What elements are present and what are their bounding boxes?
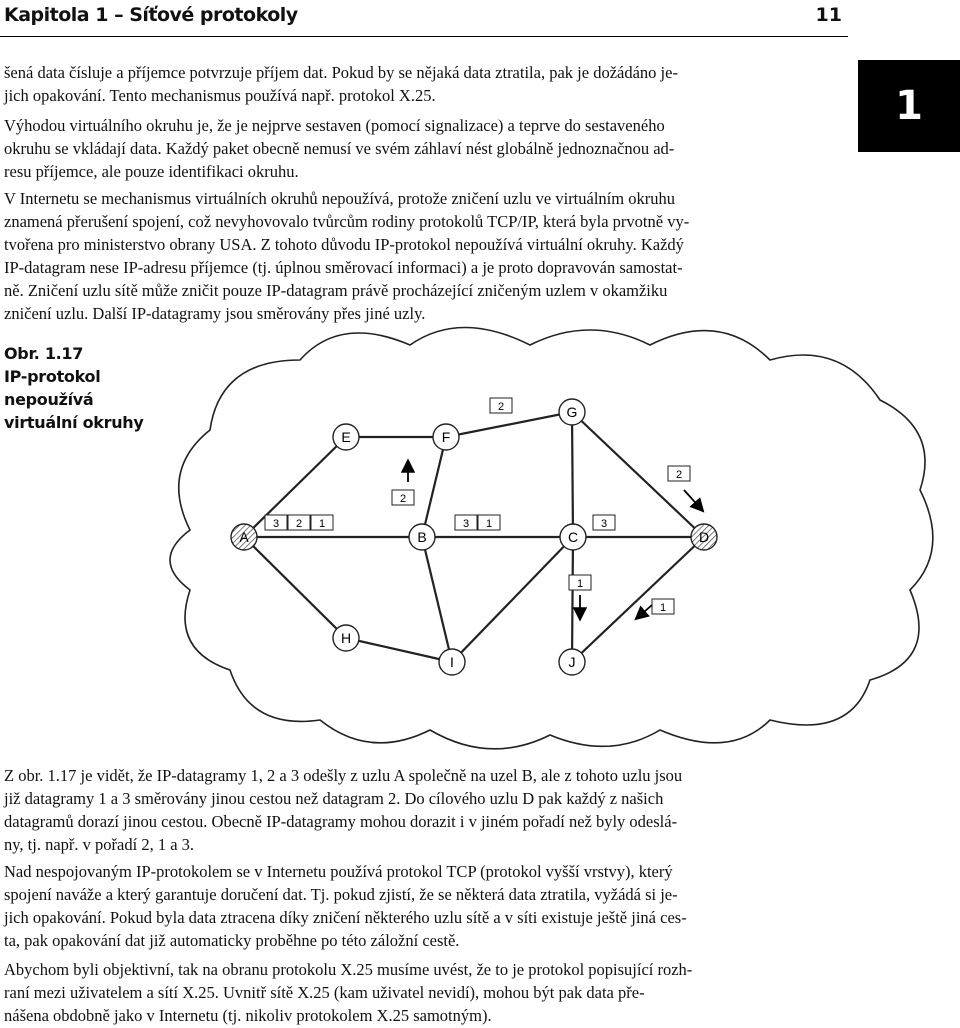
chapter-title: Kapitola 1 – Síťové protokoly (4, 4, 298, 26)
node-label-I: I (450, 654, 454, 670)
node-label-J: J (568, 654, 576, 670)
direction-arrow (684, 490, 702, 510)
paragraph (4, 860, 844, 952)
node-label-H: H (340, 630, 352, 646)
text-line: jich opakování. Pokud byla data ztracena díky zničení některého uzlu sítě a v síti existuje ještě jiná ces- (4, 908, 687, 927)
text-line: IP-datagram nese IP-adresu příjemce (tj. úplnou směrovací informaci) a je proto dopravován samostat- (4, 258, 683, 277)
node-label-E: E (341, 429, 351, 445)
packet-label: 1 (318, 518, 326, 530)
text-line: raní mezi uživatelem a sítí X.25. Uvnitř sítě X.25 (kam uživatel nevidí), mohou být pak data pře- (4, 983, 645, 1002)
caption-line: nepoužívá (4, 390, 94, 409)
packet-label: 1 (576, 578, 584, 590)
packet-label: 3 (462, 518, 470, 530)
node-label-C: C (567, 529, 579, 545)
network-link-H-I (346, 638, 452, 662)
packet-label: 2 (675, 469, 683, 481)
paragraph (4, 958, 844, 1027)
text-line: datagramů dorazí jinou cestou. Obecně IP-datagramy mohou dorazit i v jiném pořadí než byly odeslá- (4, 812, 678, 831)
node-label-G: G (566, 404, 578, 420)
node-label-A: A (239, 529, 249, 545)
text-line: Nad nespojovaným IP-protokolem se v Internetu používá protokol TCP (protokol vyšší vrstvy), který (4, 862, 673, 881)
text-line: Výhodou virtuálního okruhu je, že je nejprve sestaven (pomocí signalizace) a teprve do sestaveného (4, 116, 665, 135)
text-line: resu příjemce, ale pouze identifikaci okruhu. (4, 162, 299, 181)
caption-line: Obr. 1.17 (4, 344, 84, 363)
network-link-C-J (572, 537, 573, 662)
page-number: 11 (815, 4, 842, 26)
network-link-A-H (244, 537, 346, 638)
caption-line: virtuální okruhy (4, 413, 144, 432)
paragraph (4, 187, 844, 325)
packet-label: 2 (399, 493, 407, 505)
text-line: V Internetu se mechanismus virtuálních okruhů nepoužívá, protože zničení uzlu ve virtuálním okruhu (4, 189, 675, 208)
text-line: Abychom byli objektivní, tak na obranu protokolu X.25 musíme uvést, že to je protokol popisující rozh- (4, 960, 693, 979)
text-line: ny, tj. např. v pořadí 2, 1 a 3. (4, 835, 195, 854)
packet-label: 3 (600, 518, 608, 530)
text-line: okruhu se vkládají data. Každý paket obecně nemusí ve svém záhlaví nést globálně jednoznačnou ad- (4, 139, 675, 158)
packet-label: 3 (272, 518, 280, 530)
text-line: šená data čísluje a příjemce potvrzuje příjem dat. Pokud by se nějaká data ztratila, pak je dožádáno je- (4, 63, 678, 82)
network-link-I-C (452, 537, 573, 662)
node-label-F: F (441, 429, 451, 445)
text-line: ta, pak opakování dat již automaticky proběhne po této záložní cestě. (4, 931, 460, 950)
text-line: ně. Zničení uzlu sítě může zničit pouze IP-datagram právě procházející zničeným uzlem v okamžiku (4, 281, 668, 300)
node-label-B: B (417, 529, 427, 545)
text-line: tvořena pro ministerstvo obrany USA. Z tohoto důvodu IP-protokol nepoužívá virtuální okruhy. Každý (4, 235, 684, 254)
direction-arrow (637, 605, 652, 618)
text-line: znamená přerušení spojení, což nevyhovovalo tvůrcům rodiny protokolů TCP/IP, která byla prvotně vy- (4, 212, 690, 231)
network-link-F-G (446, 412, 572, 437)
network-cloud-outline (170, 328, 933, 749)
caption-line: IP-protokol (4, 367, 101, 386)
page-header (0, 0, 848, 37)
network-link-F-B (422, 437, 446, 537)
text-line: nášena obdobně jako v Internetu (tj. nikoliv protokolem X.25 samotným). (4, 1006, 492, 1025)
network-link-J-D (572, 537, 704, 662)
network-link-I-B (422, 537, 452, 662)
text-line: spojení naváže a který garantuje doručení dat. Tj. pokud zjistí, že se některá data ztratila, vyžádá si je- (4, 885, 678, 904)
text-line: jich opakování. Tento mechanismus používá např. protokol X.25. (4, 86, 436, 105)
packet-label: 1 (485, 518, 493, 530)
paragraph (4, 114, 844, 183)
packet-label: 2 (497, 401, 505, 413)
network-link-G-C (572, 412, 573, 537)
node-label-D: D (698, 529, 710, 545)
text-line: Z obr. 1.17 je vidět, že IP-datagramy 1, 2 a 3 odešly z uzlu A společně na uzel B, ale z tohoto uzlu jsou (4, 766, 683, 785)
text-line: již datagramy 1 a 3 směrovány jinou cestou než datagram 2. Do cílového uzlu D pak každý z našich (4, 789, 664, 808)
chapter-tab: 1 (858, 60, 960, 152)
packet-label: 1 (659, 602, 667, 614)
figure-caption (4, 342, 154, 434)
paragraph (4, 61, 844, 107)
network-diagram (150, 320, 950, 750)
paragraph (4, 764, 844, 856)
text-line: zničení uzlu. Další IP-datagramy jsou směrovány přes jiné uzly. (4, 304, 426, 323)
packet-label: 2 (295, 518, 303, 530)
